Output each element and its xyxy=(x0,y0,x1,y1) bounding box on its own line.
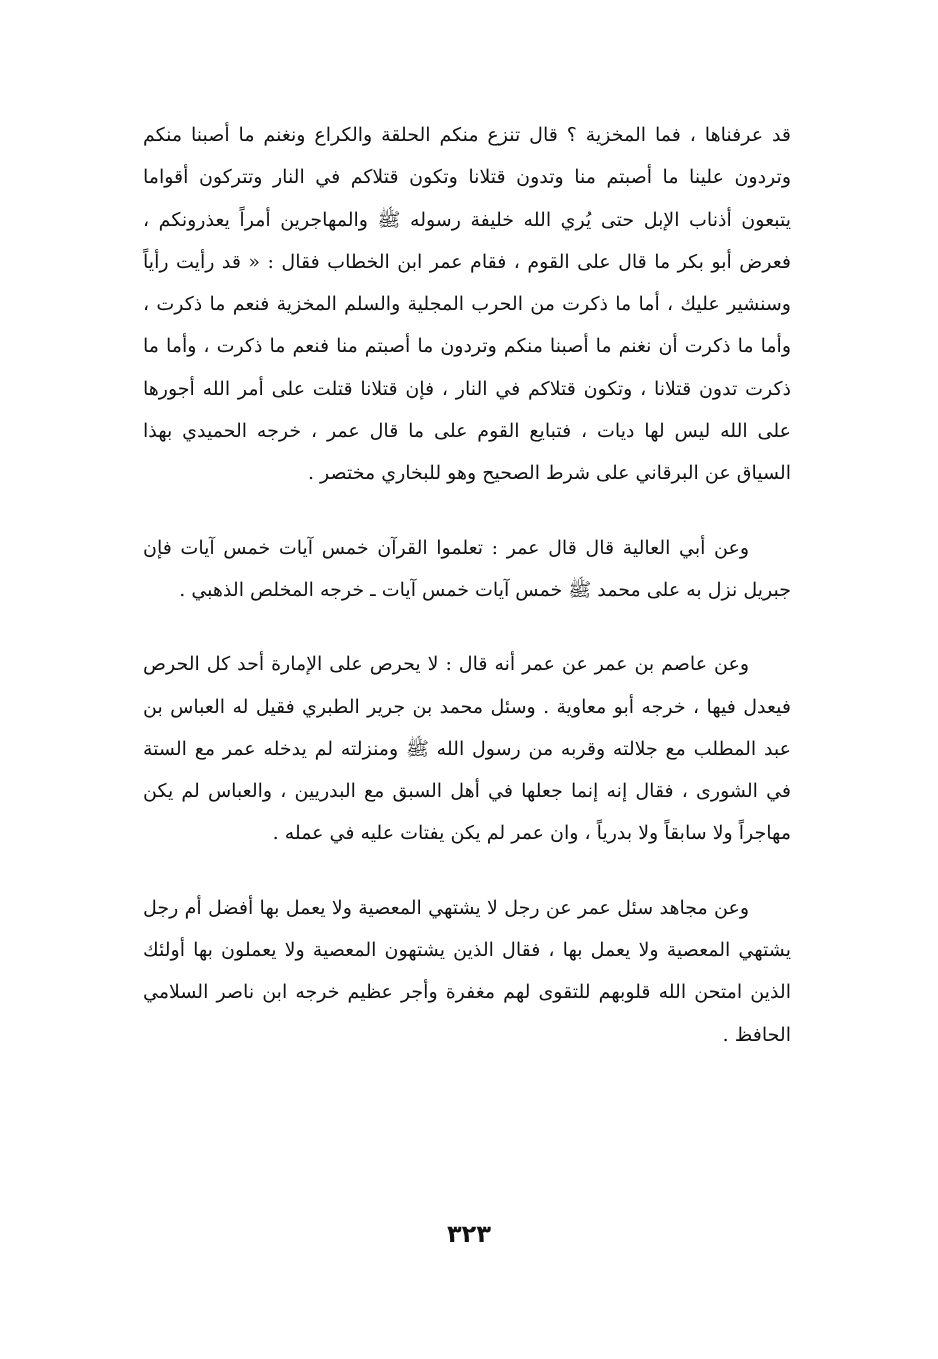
paragraph-2: وعن أبي العالية قال قال عمر : تعلموا القرآن خمس آيات خمس آيات فإن جبريل نزل به على محمد ﷺ خمس آيات خمس آيات ـ خرجه المخلص الذهبي . xyxy=(143,536,791,601)
paragraph-1: قد عرفناها ، فما المخزية ؟ قال تنزع منكم الحلقة والكراع ونغنم ما أصبنا منكم وتردون علينا ما أصبتم منا وتدون قتلانا وتكون قتلاكم في النار وتتركون أقواما يتبعون أذناب الإبل حتى يُري الله خليفة رسوله ﷺ والمهاجرين أمراً يعذرونكم ، فعرض أبو بكر ما قال على القوم ، فقام عمر ابن الخطاب فقال : « قد رأيت رأياً وسنشير عليك ، أما ما ذكرت من الحرب المجلية والسلم المخزية فنعم ما ذكرت ، وأما ما ذكرت أن نغنم ما أصبنا منكم وتردون ما أصبتم منا فنعم ما ذكرت ، وأما ما ذكرت تدون قتلانا ، وتكون قتلاكم في النار ، فإن قتلانا قتلت على أمر الله أجورها على الله ليس لها ديات ، فتبايع القوم على ما قال عمر ، خرجه الحميدي بهذا السياق عن البرقاني على شرط الصحيح وهو للبخاري مختصر . xyxy=(143,124,792,485)
paragraph-gap xyxy=(143,855,791,887)
page-number: ٣٢٣ xyxy=(447,1220,491,1248)
paragraph-gap xyxy=(143,495,791,527)
page-body xyxy=(143,114,791,1056)
paragraph-3: وعن عاصم بن عمر عن عمر أنه قال : لا يحرص على الإمارة أحد كل الحرص فيعدل فيها ، خرجه أبو معاوية . وسئل محمد بن جرير الطبري فقيل له العباس بن عبد المطلب مع جلالته وقربه من رسول الله ﷺ ومنزلته لم يدخله عمر مع الستة في الشورى ، فقال إنه إنما جعلها في أهل السبق مع البدريين ، والعباس لم يكن مهاجراً ولا سابقاً ولا بدرياً ، وان عمر لم يكن يفتات عليه في عمله . xyxy=(143,653,791,845)
paragraph-gap xyxy=(143,611,791,643)
paragraph-4: وعن مجاهد سئل عمر عن رجل لا يشتهي المعصية ولا يعمل بها أفضل أم رجل يشتهي المعصية ولا يعمل بها ، فقال الذين يشتهون المعصية ولا يعملون بها أولئك الذين امتحن الله قلوبهم للتقوى لهم مغفرة وأجر عظيم خرجه ابن ناصر السلامي الحافظ . xyxy=(143,896,791,1046)
